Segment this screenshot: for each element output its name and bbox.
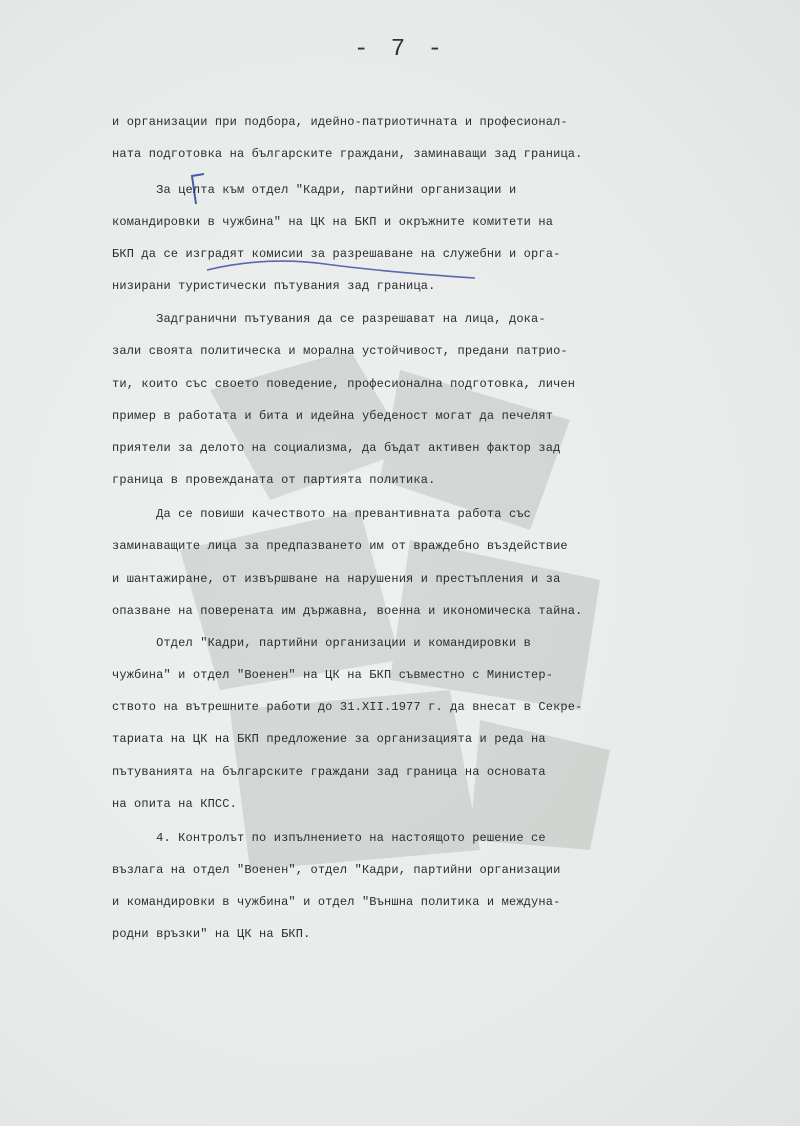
text-line: възлага на отдел "Военен", отдел "Кадри, партийни организации [112,863,561,877]
text-line: ти, които със своето поведение, професионална подготовка, личен [112,377,576,391]
text-line: и командировки в чужбина" и отдел "Външна политика и междуна- [112,895,561,909]
text-line: низирани туристически пътувания зад граница. [112,279,436,293]
text-line: Задгранични пътувания да се разрешават на лица, дока- [112,312,546,326]
text-line: БКП да се изградят комисии за разрешаване на служебни и орга- [112,247,561,261]
text-line: опазване на поверената им държавна, военна и икономическа тайна. [112,604,583,618]
text-line: За целта към отдел "Кадри, партийни организации и [112,183,517,197]
text-line: на опита на КПСС. [112,797,237,811]
text-line: ната подготовка на българските граждани, заминаващи зад граница. [112,147,583,161]
text-line: тариата на ЦК на БКП предложение за организацията и реда на [112,732,546,746]
text-line: Отдел "Кадри, партийни организации и командировки в [112,636,532,650]
text-line: заминаващите лица за предпазването им от враждебно въздействие [112,539,568,553]
text-line: командировки в чужбина" на ЦК на БКП и окръжните комитети на [112,215,554,229]
text-line: приятели за делото на социализма, да бъдат активен фактор зад [112,441,561,455]
text-line: пътуванията на българските граждани зад граница на основата [112,765,546,779]
text-line: чужбина" и отдел "Военен" на ЦК на БКП съвместно с Министер- [112,668,554,682]
text-line: граница в провежданата от партията политика. [112,473,436,487]
text-line: пример в работата и бита и идейна убеденост могат да печелят [112,409,554,423]
text-line: Да се повиши качеството на превантивната работа със [112,507,532,521]
text-line: и организации при подбора, идейно-патриотичната и професионал- [112,115,568,129]
text-line: зали своята политическа и морална устойчивост, предани патрио- [112,344,568,358]
text-line: родни връзки" на ЦК на БКП. [112,927,311,941]
text-line: ството на вътрешните работи до 31.XII.1977 г. да внесат в Секре- [112,700,583,714]
text-line: 4. Контролът по изпълнението на настоящото решение се [112,831,546,845]
page-number: - 7 - [353,36,446,63]
text-line: и шантажиране, от извършване на нарушения и престъпления и за [112,572,561,586]
